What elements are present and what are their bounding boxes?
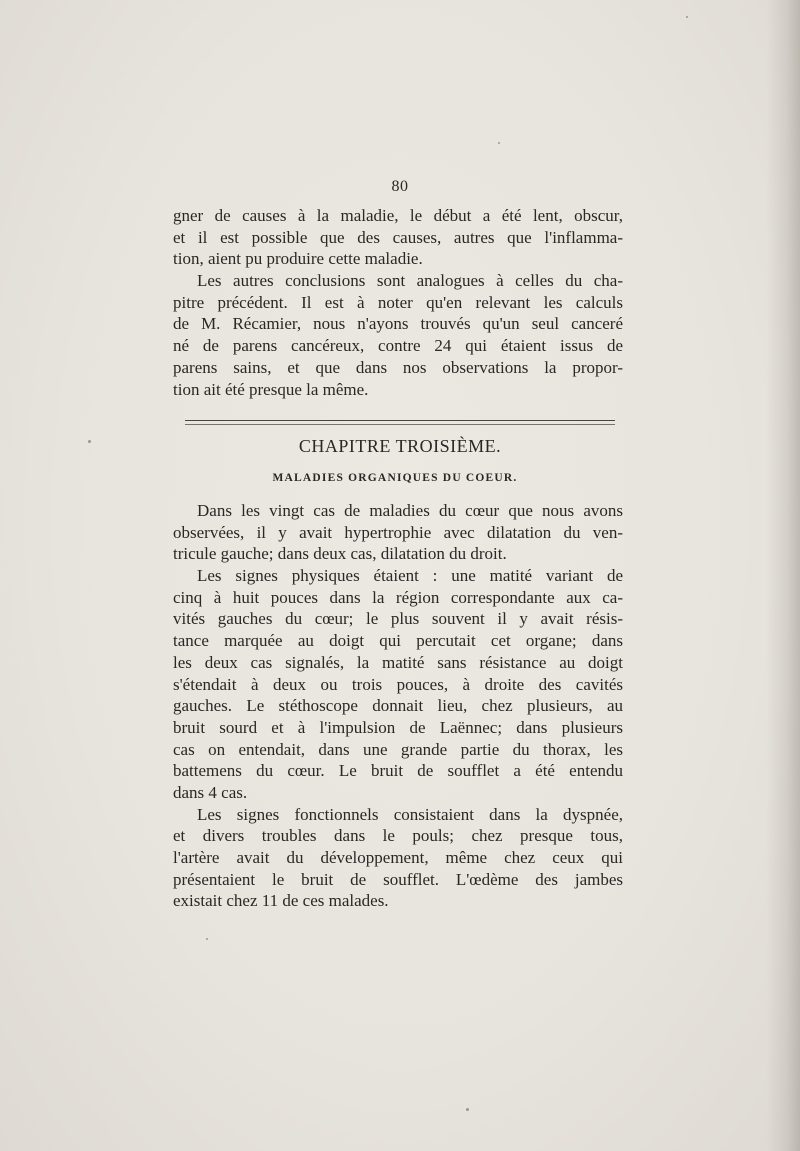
text-line: dans 4 cas. [173,782,248,802]
paragraph-block-bottom [173,500,623,912]
text-line: tance marquée au doigt qui percutait cet organe; dans [173,631,623,651]
paper-speck [498,142,500,144]
text-line: Dans les vingt cas de maladies du cœur que nous avons [197,501,623,520]
chapter-title: CHAPITRE TROISIÈME. [298,436,502,456]
section-divider [185,420,615,421]
text-line: cinq à huit pouces dans la région correspondante aux ca- [173,587,623,607]
text-line: battemens du cœur. Le bruit de soufflet a été entendu [173,761,623,781]
text-line: bruit sourd et à l'impulsion de Laënnec; dans plusieurs [173,717,623,737]
text-line: vités gauches du cœur; le plus souvent il y avait résis- [173,609,623,629]
paper-speck [206,938,208,940]
paragraph-block-top [173,205,623,400]
paper-speck [88,440,91,443]
page-number: 80 [391,178,409,195]
text-line: cas on entendait, dans une grande partie du thorax, les [173,739,623,759]
text-line: gner de causes à la maladie, le début a été lent, obscur, [173,206,623,225]
text-line: parens sains, et que dans nos observations la propor- [173,357,623,377]
text-line: les deux cas signalés, la matité sans résistance au doigt [173,652,623,672]
text-line: Les autres conclusions sont analogues à celles du cha- [197,271,623,291]
text-line: tricule gauche; dans deux cas, dilatation du droit. [173,544,507,564]
text-line: tion ait été presque la même. [173,379,369,399]
text-line: l'artère avait du développement, même chez ceux qui [173,848,623,867]
text-line: observées, il y avait hypertrophie avec dilatation du ven- [173,522,623,542]
paper-speck [466,1108,469,1111]
chapter-subtitle: MALADIES ORGANIQUES DU COEUR. [272,472,518,484]
page-edge-shadow [766,0,800,1151]
text-line: gauches. Le stéthoscope donnait lieu, chez plusieurs, au [173,696,623,716]
text-line: Les signes physiques étaient : une matité variant de [197,566,623,586]
text-line: de M. Récamier, nous n'ayons trouvés qu'un seul canceré [173,314,623,334]
text-line: tion, aient pu produire cette maladie. [173,249,423,269]
text-line: présentaient le bruit de soufflet. L'œdème des jambes [173,869,623,889]
text-line: pitre précédent. Il est à noter qu'en relevant les calculs [173,292,623,312]
text-line: Les signes fonctionnels consistaient dans la dyspnée, [197,804,623,824]
text-line: s'étendait à deux ou trois pouces, à droite des cavités [173,674,623,694]
text-line: existait chez 11 de ces malades. [173,891,389,911]
section-divider-thin [185,424,615,425]
text-line: et divers troubles dans le pouls; chez presque tous, [173,826,623,846]
text-line: et il est possible que des causes, autres que l'inflamma- [173,227,623,247]
paper-speck [686,16,688,18]
text-line: né de parens cancéreux, contre 24 qui étaient issus de [173,336,623,356]
